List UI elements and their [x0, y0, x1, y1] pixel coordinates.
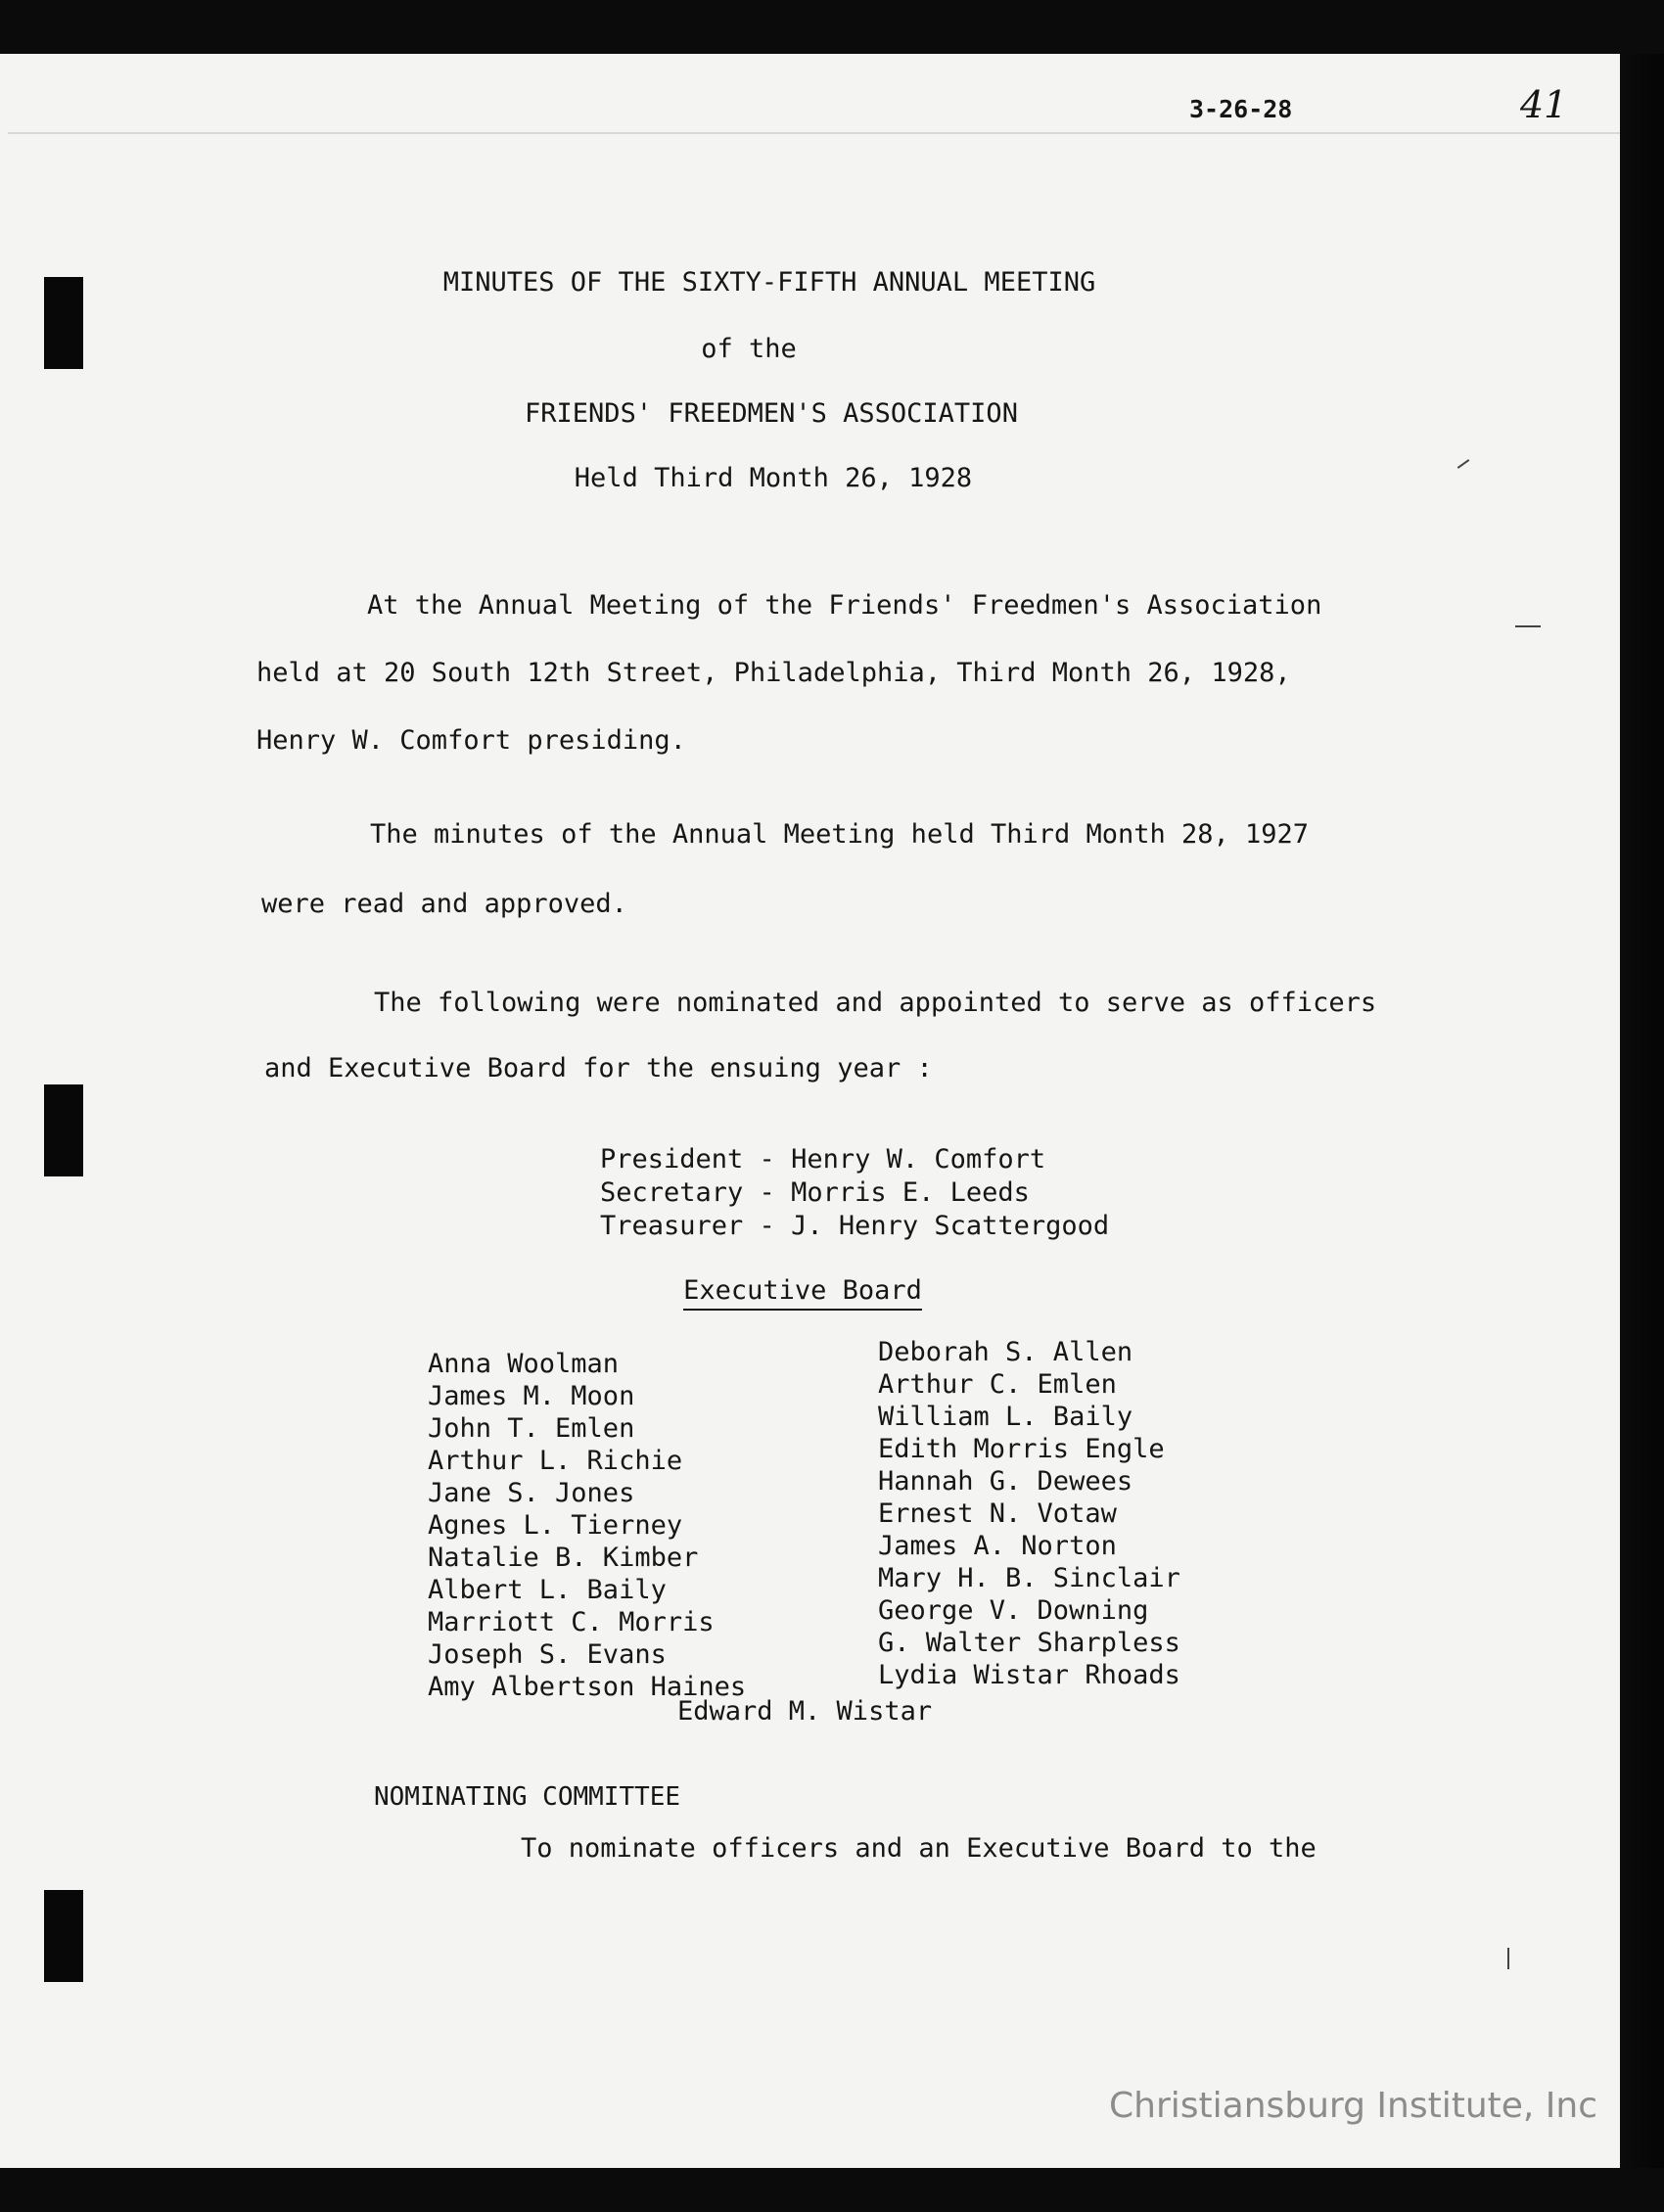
- stray-mark: [1515, 625, 1541, 627]
- board-member: Mary H. B. Sinclair: [878, 1563, 1180, 1593]
- date-stamp: 3-26-28: [1189, 95, 1293, 123]
- officer-president: President - Henry W. Comfort: [600, 1144, 1046, 1175]
- page-top-rule: [8, 132, 1620, 134]
- paragraph-line: At the Annual Meeting of the Friends' Freedmen's Association: [367, 590, 1322, 621]
- paragraph-line: were read and approved.: [261, 889, 627, 919]
- officer-treasurer: Treasurer - J. Henry Scattergood: [600, 1211, 1110, 1241]
- punch-hole-mark: [44, 1890, 83, 1982]
- board-member: Marriott C. Morris: [428, 1607, 715, 1637]
- board-member: G. Walter Sharpless: [878, 1628, 1180, 1658]
- board-member: Arthur C. Emlen: [878, 1369, 1117, 1400]
- document-page: [0, 54, 1620, 2168]
- board-member: James A. Norton: [878, 1531, 1117, 1561]
- board-member: Joseph S. Evans: [428, 1639, 667, 1670]
- board-member: Arthur L. Richie: [428, 1446, 683, 1476]
- paragraph-line: The following were nominated and appointed to serve as officers: [374, 988, 1377, 1018]
- title-line: MINUTES OF THE SIXTY-FIFTH ANNUAL MEETING: [442, 267, 1096, 298]
- meeting-date: Held Third Month 26, 1928: [574, 463, 973, 493]
- watermark-text: Christiansburg Institute, Inc: [1109, 2086, 1598, 2126]
- officer-secretary: Secretary - Morris E. Leeds: [600, 1177, 1030, 1208]
- board-member: Ernest N. Votaw: [878, 1498, 1117, 1529]
- board-member-last: Edward M. Wistar: [677, 1696, 933, 1727]
- paragraph-line: To nominate officers and an Executive Board to the: [521, 1833, 1317, 1864]
- paragraph-line: The minutes of the Annual Meeting held Third Month 28, 1927: [370, 819, 1310, 850]
- board-right-column: [878, 1336, 1180, 1691]
- board-member: Edith Morris Engle: [878, 1434, 1165, 1464]
- executive-board-heading-text: Executive Board: [683, 1275, 922, 1311]
- board-member: William L. Baily: [878, 1402, 1133, 1432]
- board-member: Agnes L. Tierney: [428, 1510, 683, 1541]
- board-member: Deborah S. Allen: [878, 1337, 1133, 1367]
- paragraph-line: Henry W. Comfort presiding.: [256, 725, 686, 756]
- board-member: John T. Emlen: [428, 1413, 635, 1444]
- board-member: Hannah G. Dewees: [878, 1466, 1133, 1497]
- board-member: Lydia Wistar Rhoads: [878, 1660, 1180, 1690]
- board-member: Natalie B. Kimber: [428, 1543, 699, 1573]
- board-left-column: [428, 1348, 746, 1703]
- handwritten-page-number: 41: [1520, 83, 1568, 126]
- board-member: Anna Woolman: [428, 1349, 620, 1379]
- association-name: FRIENDS' FREEDMEN'S ASSOCIATION: [525, 398, 1018, 429]
- scan-edge-shadow: [1620, 54, 1664, 2168]
- officers-list: [600, 1143, 1109, 1243]
- executive-board-heading: [0, 1275, 1605, 1306]
- paragraph-line: held at 20 South 12th Street, Philadelphia, Third Month 26, 1928,: [256, 658, 1291, 688]
- title-line: of the: [701, 334, 797, 364]
- paragraph-line: and Executive Board for the ensuing year :: [264, 1053, 933, 1083]
- stray-mark: [1507, 1948, 1509, 1969]
- board-member: Jane S. Jones: [428, 1478, 635, 1508]
- board-member: Albert L. Baily: [428, 1575, 667, 1605]
- board-member: George V. Downing: [878, 1595, 1149, 1626]
- punch-hole-mark: [44, 1084, 83, 1176]
- board-member: James M. Moon: [428, 1381, 635, 1411]
- nominating-committee-heading: NOMINATING COMMITTEE: [374, 1782, 681, 1812]
- board-member: Amy Albertson Haines: [428, 1672, 747, 1702]
